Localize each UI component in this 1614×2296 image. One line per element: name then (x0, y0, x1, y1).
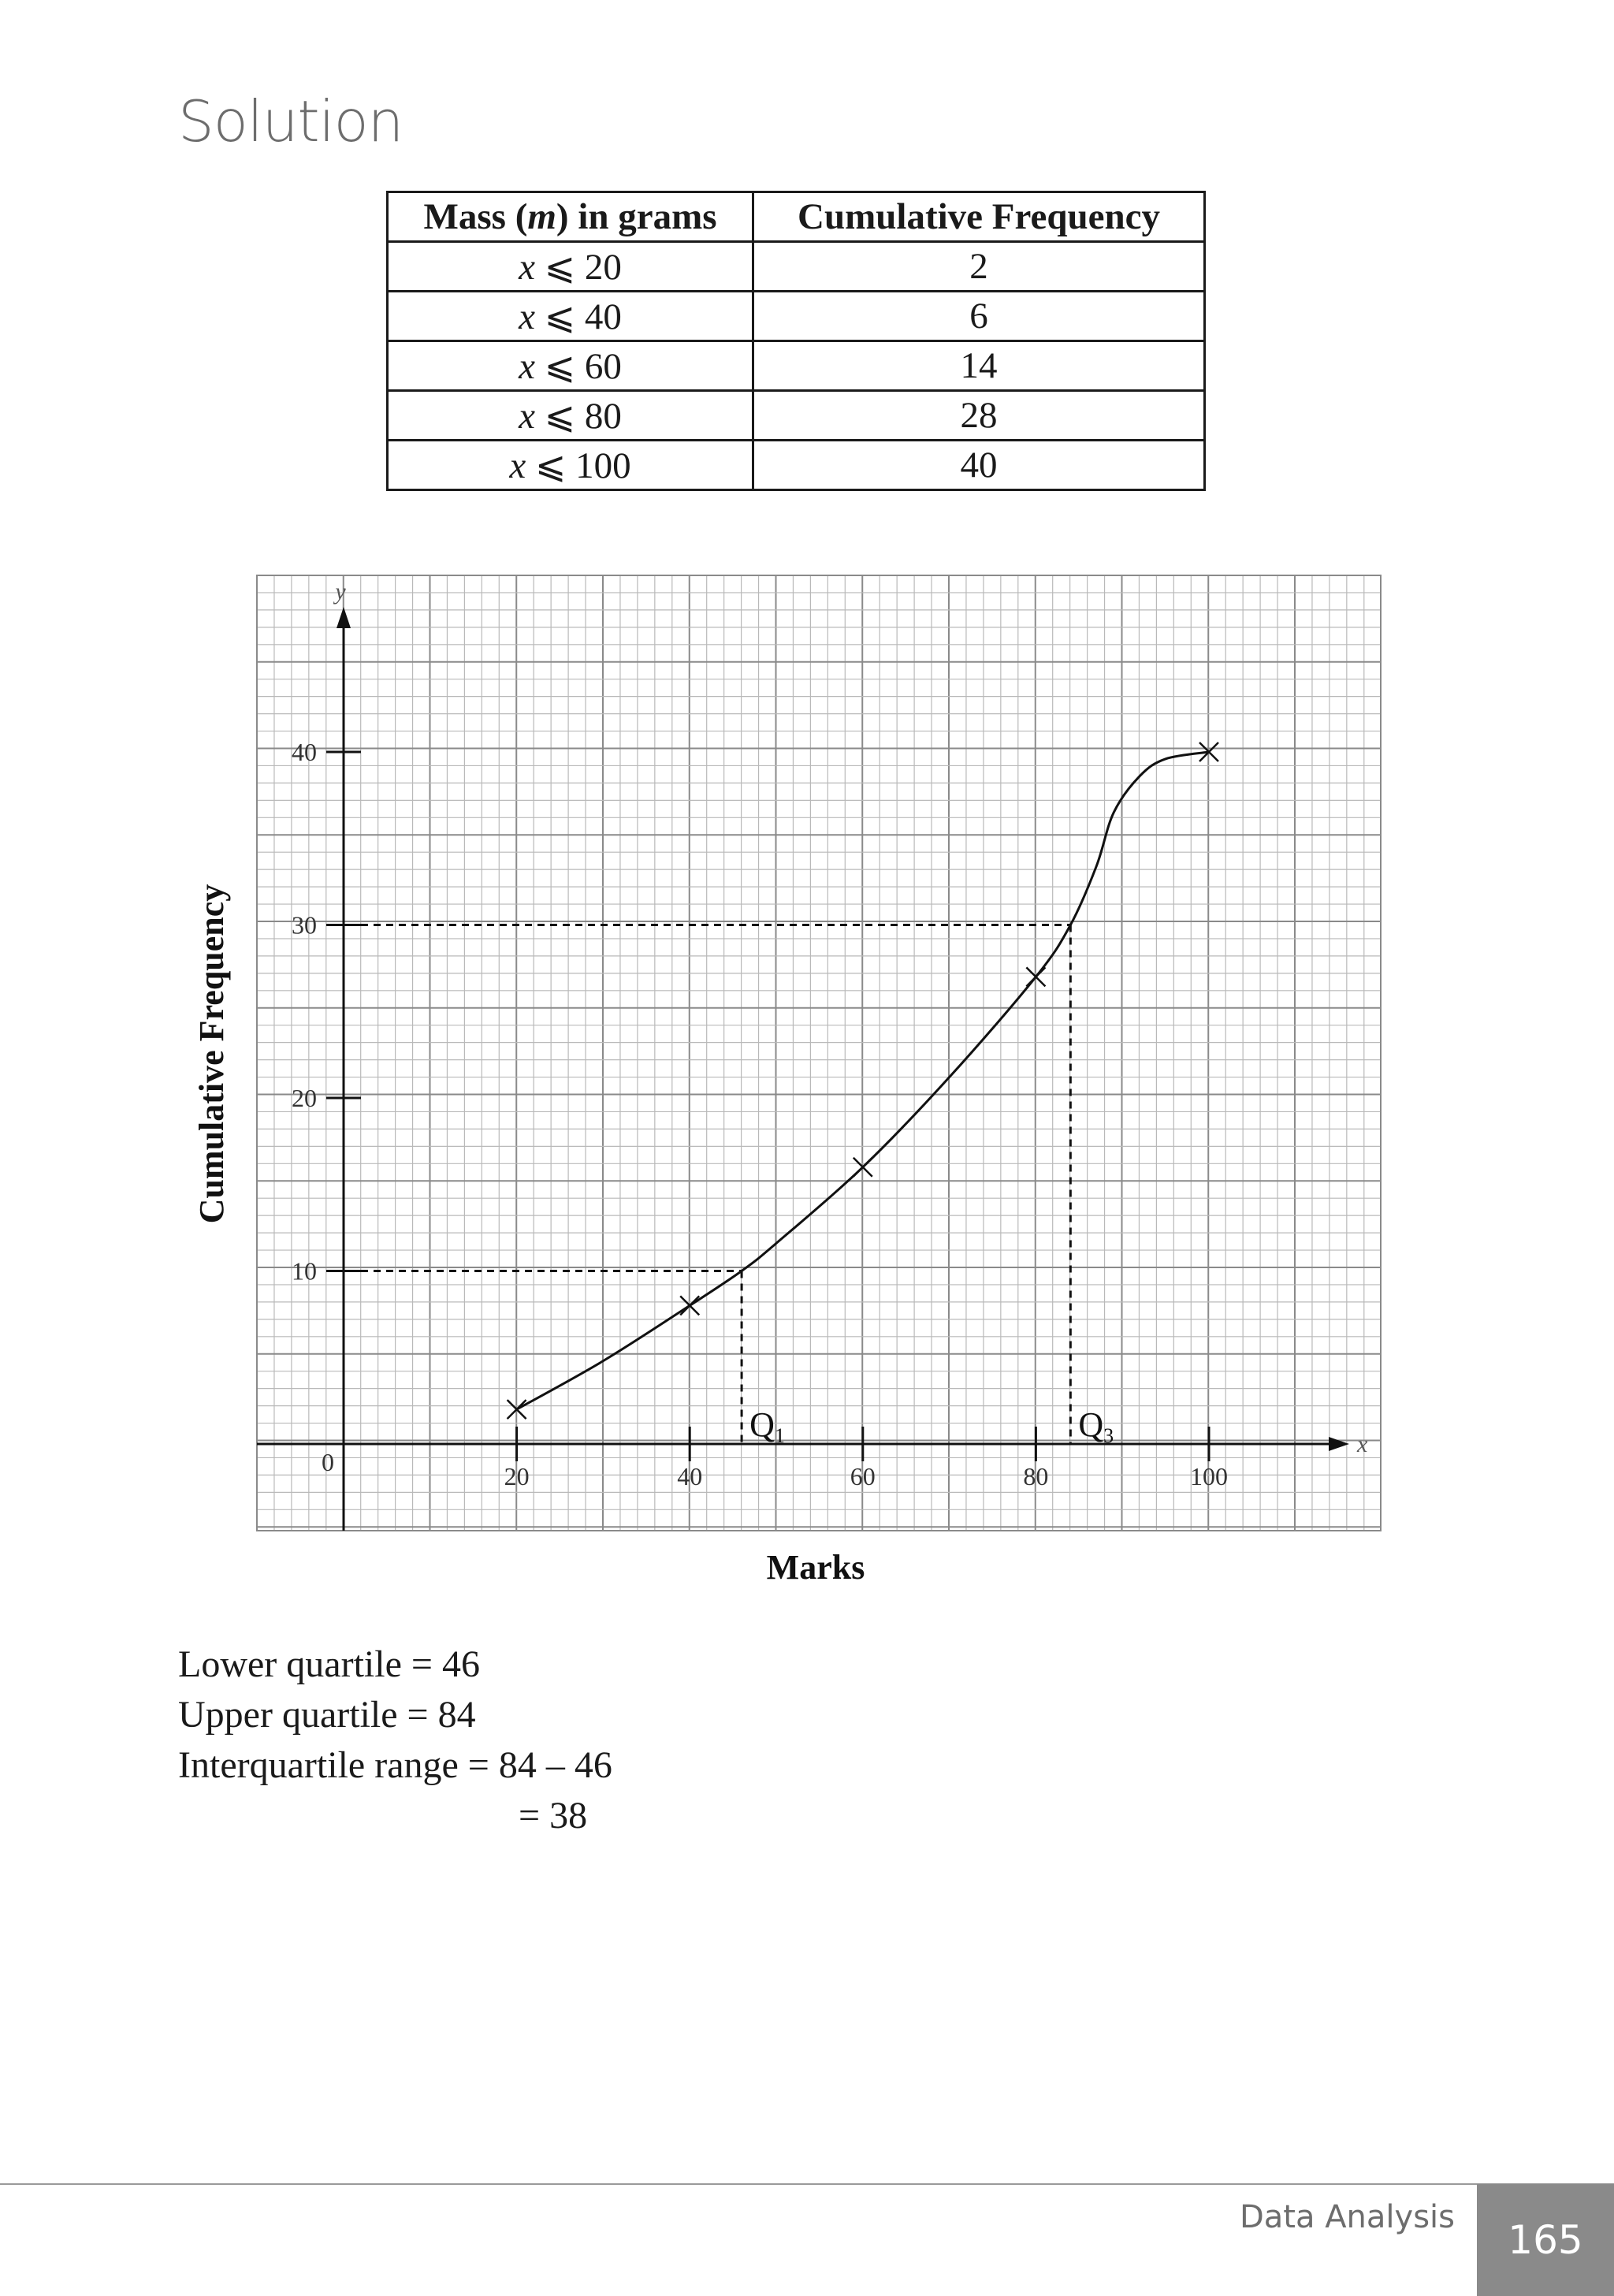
table-header-row (388, 192, 1205, 242)
x-axis-var-label: x (1357, 1431, 1368, 1457)
x-tick-label: 60 (850, 1462, 876, 1490)
y-tick-label: 10 (292, 1256, 317, 1286)
x-tick-label: 20 (504, 1462, 530, 1490)
y-axis-var-label: y (335, 579, 346, 605)
quartile-label: Q1 (749, 1405, 785, 1447)
header-cumulative-frequency: Cumulative Frequency (753, 192, 1205, 242)
page-number: 165 (1477, 2184, 1614, 2296)
footer-divider (0, 2183, 1614, 2185)
quartile-label: Q3 (1078, 1405, 1114, 1447)
footer-section-title: Data Analysis (1239, 2199, 1455, 2235)
cf-cell: 28 (753, 391, 1205, 441)
y-tick-label: 20 (292, 1084, 317, 1112)
header-mass: Mass (m) in grams (388, 192, 753, 242)
mass-bound-cell: x ⩽ 100 (388, 441, 753, 490)
x-axis-title: Marks (766, 1548, 865, 1587)
grid-border (257, 575, 1381, 1531)
grid (257, 575, 1381, 1531)
y-tick-label: 40 (292, 738, 317, 766)
lower-quartile-line: Lower quartile = 46 (178, 1643, 480, 1685)
table-row (388, 292, 1205, 341)
cf-cell: 6 (753, 292, 1205, 341)
y-tick-label: 30 (292, 910, 317, 940)
cumulative-frequency-graph (0, 567, 1614, 1608)
mass-bound-cell: x ⩽ 80 (388, 391, 753, 441)
cf-cell: 14 (753, 341, 1205, 391)
upper-quartile-line: Upper quartile = 84 (178, 1694, 476, 1736)
mass-bound-cell: x ⩽ 60 (388, 341, 753, 391)
page-heading: Solution (178, 88, 404, 154)
cf-cell: 2 (753, 242, 1205, 292)
quartile-results (178, 1639, 612, 1841)
x-tick-label: 100 (1190, 1462, 1228, 1490)
table-row (388, 391, 1205, 441)
x-axis-arrow (1329, 1437, 1349, 1451)
x-tick-label: 40 (677, 1462, 703, 1490)
table-row (388, 441, 1205, 490)
iqr-result-line: = 38 (178, 1795, 588, 1836)
cumulative-frequency-table (386, 191, 1206, 491)
mass-bound-cell: x ⩽ 40 (388, 292, 753, 341)
cf-cell: 40 (753, 441, 1205, 490)
mass-bound-cell: x ⩽ 20 (388, 242, 753, 292)
origin-label: 0 (322, 1448, 334, 1476)
iqr-line: Interquartile range = 84 – 46 (178, 1744, 612, 1786)
table-row (388, 341, 1205, 391)
x-tick-label: 80 (1023, 1462, 1049, 1490)
table-row (388, 242, 1205, 292)
y-axis-title: Cumulative Frequency (192, 884, 231, 1224)
